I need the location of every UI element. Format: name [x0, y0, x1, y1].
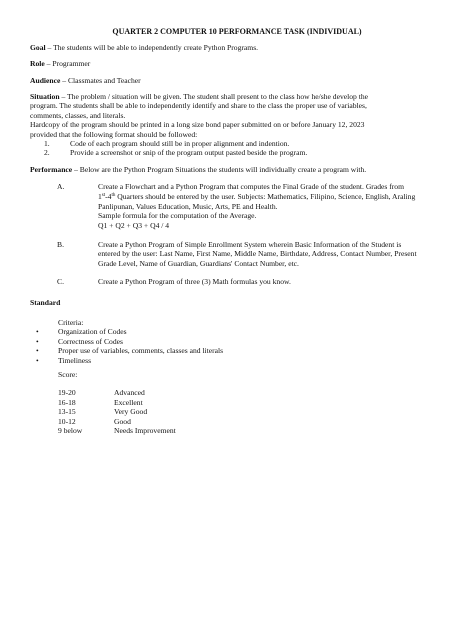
- score-range: 19-20: [58, 388, 76, 398]
- situation-line-3: comments, classes, and literals.: [30, 110, 126, 120]
- score-section: [58, 370, 468, 435]
- superscript: th: [111, 193, 116, 199]
- list-item: [30, 337, 440, 346]
- score-desc: Very Good: [114, 407, 148, 417]
- task-b-line-3: Grade Level, Name of Guardian, Guardians' Contact Number, etc.: [98, 258, 299, 268]
- score-row: [58, 398, 468, 407]
- situation-line-1: – The problem / situation will be given. The student shall present to the class how he/she develop the: [59, 92, 369, 101]
- performance-text: – Below are the Python Program Situations the students will individually create a program with.: [72, 165, 367, 174]
- list-item: [30, 139, 440, 148]
- score-desc: Needs Improvement: [114, 426, 176, 436]
- ordinal-text: 1: [98, 192, 102, 202]
- criteria-text: Timeliness: [58, 355, 92, 365]
- score-range: 13-15: [58, 407, 76, 417]
- list-number: 2.: [44, 148, 50, 158]
- task-item-c: [30, 277, 440, 286]
- task-label: A.: [57, 182, 65, 191]
- score-row: [58, 426, 468, 435]
- document-title: QUARTER 2 COMPUTER 10 PERFORMANCE TASK (INDIVIDUAL): [112, 27, 362, 36]
- task-a-line-3: Panlipunan, Values Education, Music, Arts, PE and Health.: [98, 201, 278, 211]
- list-item: [30, 148, 440, 157]
- audience-paragraph: [30, 76, 440, 85]
- goal-label: Goal: [30, 43, 46, 52]
- situation-section: [30, 92, 440, 158]
- situation-line-5: provided that the following format should be followed:: [30, 129, 198, 139]
- bullet-icon: •: [36, 355, 39, 365]
- task-item-a: [30, 182, 440, 230]
- score-range: 10-12: [58, 416, 76, 426]
- score-range: 16-18: [58, 397, 76, 407]
- task-a-line-1: Create a Flowchart and a Python Program that computes the Final Grade of the student. Grades from: [98, 182, 404, 191]
- list-item-text: Code of each program should still be in proper alignment and indention.: [70, 139, 290, 149]
- task-a-line-5: Q1 + Q2 + Q3 + Q4 / 4: [98, 220, 170, 230]
- criteria-text: Organization of Codes: [58, 327, 127, 337]
- task-b-line-1: Create a Python Program of Simple Enrollment System wherein Basic Information of the Student is: [98, 240, 402, 249]
- criteria-label: Criteria:: [58, 318, 84, 327]
- standard-heading: Standard: [30, 298, 61, 307]
- score-range: 9 below: [58, 426, 83, 436]
- ordinal-text: -4: [105, 192, 112, 202]
- criteria-text: Proper use of variables, comments, classes and literals: [58, 346, 224, 356]
- bullet-icon: •: [36, 327, 39, 337]
- task-a-line-2: [98, 191, 440, 201]
- list-item-text: Provide a screenshot or snip of the program output pasted beside the program.: [70, 148, 308, 158]
- role-label: Role: [30, 59, 45, 68]
- task-label: B.: [57, 240, 64, 249]
- role-paragraph: [30, 59, 440, 68]
- criteria-section: [30, 318, 440, 365]
- task-item-b: [30, 240, 440, 268]
- score-label: Score:: [58, 370, 78, 379]
- score-row: [58, 388, 468, 397]
- bullet-icon: •: [36, 346, 39, 356]
- score-desc: Good: [114, 416, 131, 426]
- goal-paragraph: [30, 43, 440, 52]
- task-c-line-1: Create a Python Program of three (3) Math formulas you know.: [98, 277, 291, 286]
- score-desc: Advanced: [114, 388, 145, 398]
- situation-label: Situation: [30, 92, 60, 101]
- role-text: – Programmer: [44, 59, 91, 68]
- task-b-line-2: entered by the user: Last Name, First Name, Middle Name, Birthdate, Address, Contact Number, Present: [98, 249, 417, 259]
- criteria-text: Correctness of Codes: [58, 336, 123, 346]
- situation-line-2: program. The students shall be able to independently identify and share to the class the proper use of variables,: [30, 101, 367, 111]
- audience-label: Audience: [30, 76, 61, 85]
- score-row: [58, 407, 468, 416]
- task-a-line-4: Sample formula for the computation of the Average.: [98, 211, 257, 221]
- list-item: [30, 346, 440, 355]
- goal-text: – The students will be able to independently create Python Programs.: [45, 43, 259, 52]
- performance-label: Performance: [30, 165, 73, 174]
- score-row: [58, 417, 468, 426]
- list-number: 1.: [44, 139, 50, 149]
- situation-line-4: Hardcopy of the program should be printed in a long size bond paper submitted on or before January 12, 2023: [30, 120, 365, 130]
- superscript: st: [101, 193, 106, 199]
- task-label: C.: [57, 277, 64, 286]
- list-item: [30, 327, 440, 336]
- bullet-icon: •: [36, 336, 39, 346]
- list-item: [30, 356, 440, 365]
- performance-paragraph: [30, 165, 440, 174]
- task-a-line-2-text: Quarters should be entered by the user. Subjects: Mathematics, Filipino, Science, English, Araling: [115, 192, 416, 202]
- score-desc: Excellent: [114, 397, 143, 407]
- audience-text: – Classmates and Teacher: [60, 76, 141, 85]
